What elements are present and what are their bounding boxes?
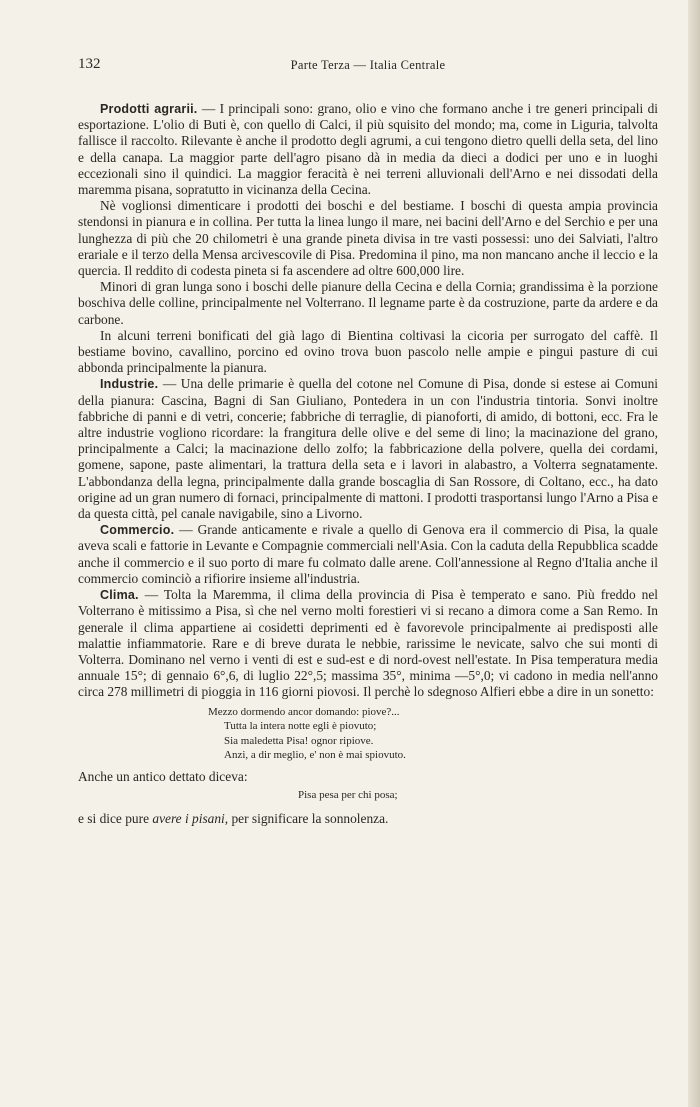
- section-heading-clima: Clima.: [100, 588, 139, 603]
- paragraph-bestiame: In alcuni terreni bonificati del già lago di Bientina coltivasi la cicoria per surrogato del caffè. Il bestiame bovino, cavallino, porcino ed ovino trova buon pascolo nelle ampie e pingui pasture di cui abbonda principalmente la pianura.: [78, 327, 658, 376]
- closing-sentence: [78, 811, 658, 827]
- paragraph-text: — Tolta la Maremma, il clima della provincia di Pisa è temperato e sano. Più freddo nel Volterrano è mitissimo a Pisa, sì che nel verno molti forestieri vi si recano a dimora come a San Remo. In generale il clima appartiene ai cosidetti deprimenti ed è favorevole principalmente ai predisposti alle malattie infiammatorie. Rare e di breve durata le nebbie, rarissime le nevicate, salvo che sui monti di Volterra. Dominano nel verno i venti di est e sud-est e di nord-ovest nell'estate. In Pisa temperatura media annuale 15°; di gennaio 6°,6, di luglio 22°,5; massima 35°, minima —5°,0; vi cadono in media nell'anno circa 278 millimetri di pioggia in 116 giorni piovosi. Il perchè lo sdegnoso Alfieri ebbe a dire in un sonetto:: [78, 587, 658, 700]
- paragraph-prodotti-agrarii: [78, 101, 658, 198]
- running-title: Parte Terza — Italia Centrale: [290, 58, 446, 72]
- verse-line: Mezzo dormendo ancor domando: piove?...: [208, 705, 400, 718]
- paragraph-clima: [78, 587, 658, 700]
- verse-line: Anzi, a dir meglio, e' non è mai spiovuto.: [224, 749, 406, 762]
- closing-text-end: , per significare la sonnolenza.: [224, 811, 389, 827]
- paragraph-industrie: [78, 376, 658, 522]
- section-heading-commercio: Commercio.: [100, 523, 175, 538]
- closing-emphasis: avere i pisani: [152, 811, 225, 827]
- page-header: [78, 56, 658, 76]
- page-number: 132: [78, 56, 101, 72]
- paragraph-text: — Grande anticamente e rivale a quello di Genova era il commercio di Pisa, la quale aveva scali e fattorie in Levante e Compagnie commerciali nell'Asia. Con la caduta della Repubblica scadde anche il commercio e il suo porto di mare fu colmato dalle arene. Coll'annessione al Regno d'Italia anche il commercio cominciò a rifiorire insieme all'industria.: [78, 522, 658, 586]
- page-edge-shadow: [688, 0, 700, 1107]
- paragraph-text: — Una delle primarie è quella del cotone nel Comune di Pisa, donde si estese ai Comuni della pianura: Cascina, Bagni di San Giuliano, Pontedera in un con l'industria tintoria. Sonvi inoltre fabbriche di panni e di vetri, concerie; fabbriche di terraglie, di pianoforti, di amido, di bottoni, ecc. Fra le altre industrie vogliono ricordare: la frangitura delle olive e del seme di lino; la macinazione del grano, principalmente a Calci; la macinazione dello zolfo; la fabbricazione della polvere, quella dei cordami, gomene, sapone, paste alimentari, la trattura della seta e i lavori in alabastro, a Volterra segnatamente. L'abbondanza della legna, principalmente dalla grande boscaglia di San Rossore, di Coltano, ecc., ha dato origine ad un gran numero di fornaci, principalmente di mattoni. I prodotti trasportansi lungo l'Arno a Pisa e da questa città, pel canale navigabile, sino a Livorno.: [78, 376, 658, 522]
- paragraph-commercio: [78, 522, 658, 587]
- verse-line: Sia maledetta Pisa! ognor ripiove.: [224, 734, 374, 747]
- section-heading-industrie: Industrie.: [100, 377, 159, 392]
- sonnet-quote: [208, 705, 658, 763]
- paragraph-boschi: Nè voglionsi dimenticare i prodotti dei boschi e del bestiame. I boschi di questa ampia provincia stendonsi in pianura e in collina. Per tutta la linea lungo il mare, nei bacini dell'Arno e del Serchio e per una lunghezza di più che 20 chilometri è una grande pineta divisa in tre vasti possessi: uno dei Salviati, l'altro erariale e il terzo della Mensa arcivescovile di Pisa. Predomina il pino, ma non mancano anche il leccio e la quercia. Il reddito di codesta pineta si fa ascendere ad oltre 600,000 lire.: [78, 198, 658, 279]
- proverb-quote: Pisa pesa per chi posa;: [298, 789, 398, 802]
- proverb-intro: Anche un antico dettato diceva:: [78, 768, 248, 784]
- page-body: [78, 101, 658, 827]
- verse-line: Tutta la intera notte egli è piovuto;: [224, 720, 377, 733]
- paragraph-text: — I principali sono: grano, olio e vino che formano anche i tre generi principali di esportazione. L'olio di Buti è, con quello di Calci, il più squisito del mondo; ma, come in Liguria, talvolta fallisce il raccolto. Rilevante è anche il prodotto degli agrumi, a cui tengono dietro quelli della seta, del lino e della canapa. La maggior parte dell'agro pisano dà in media da dieci a dodici per uno e in luoghi eccezionali sino il quindici. La maggior feracità è nei terreni alluvionali dell'Arno e nei dissodati della maremma pisana, sopratutto in vicinanza della Cecina.: [78, 101, 658, 198]
- closing-text: e si dice pure: [78, 811, 153, 827]
- paragraph-boschi-minori: Minori di gran lunga sono i boschi delle pianure della Cecina e della Cornia; grandissima è la porzione boschiva delle colline, principalmente nel Volterrano. Il legname parte è da costruzione, parte da ardere e da carbone.: [78, 279, 658, 327]
- section-heading-prodotti-agrarii: Prodotti agrarii.: [100, 102, 198, 116]
